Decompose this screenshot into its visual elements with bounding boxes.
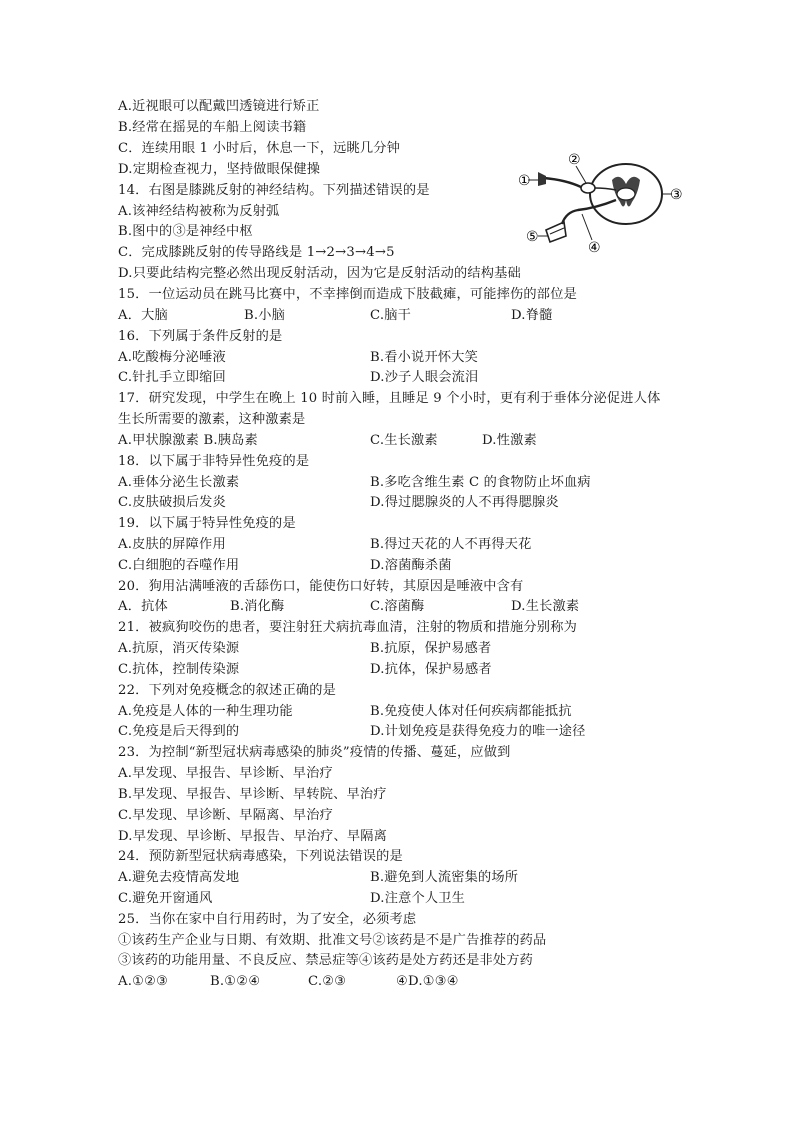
q21-stem: 21．被疯狗咬伤的患者，要注射狂犬病抗毒血清，注射的物质和措施分别称为 bbox=[118, 620, 577, 635]
q25-statement-1-2: ①该药生产企业与日期、有效期、批准文号②该药是不是广告推荐的药品 bbox=[118, 933, 547, 948]
q20-option-b: B.消化酶 bbox=[230, 599, 285, 614]
q22-option-d: D.计划免疫是获得免疫力的唯一途径 bbox=[370, 724, 586, 739]
q24-option-d: D.注意个人卫生 bbox=[370, 891, 466, 906]
q13-option-b: B.经常在摇晃的车船上阅读书籍 bbox=[118, 120, 307, 135]
q20-option-d: D.生长激素 bbox=[511, 599, 580, 614]
q25-option-b: B.①②④ bbox=[210, 974, 261, 989]
q23-stem: 23．为控制“新型冠状病毒感染的肺炎”疫情的传播、蔓延，应做到 bbox=[118, 745, 511, 760]
q16-option-a: A.吃酸梅分泌唾液 bbox=[118, 350, 226, 365]
q21-option-b: B.抗原，保护易感者 bbox=[370, 641, 492, 656]
q17-option-ab: A.甲状腺激素 B.胰岛素 bbox=[118, 433, 258, 448]
q22-stem: 22．下列对免疫概念的叙述正确的是 bbox=[118, 683, 336, 698]
figure-label-3: ③ bbox=[670, 187, 683, 203]
q15-option-a: A．大脑 bbox=[118, 308, 168, 323]
q23-option-b: B.早发现、早报告、早诊断、早转院、早治疗 bbox=[118, 787, 387, 802]
q20-option-a: A．抗体 bbox=[118, 599, 168, 614]
ganglion-shape bbox=[581, 183, 595, 193]
q13-option-c: C．连续用眼 1 小时后，休息一下，远眺几分钟 bbox=[118, 141, 401, 156]
q19-option-d: D.溶菌酶杀菌 bbox=[370, 558, 452, 573]
q16-option-b: B.看小说开怀大笑 bbox=[370, 350, 478, 365]
q22-option-b: B.免疫使人体对任何疾病都能抵抗 bbox=[370, 704, 572, 719]
q24-stem: 24．预防新型冠状病毒感染，下列说法错误的是 bbox=[118, 849, 403, 864]
figure-label-2: ② bbox=[568, 152, 581, 168]
q25-stem: 25．当你在家中自行用药时，为了安全，必须考虑 bbox=[118, 912, 417, 927]
q14-option-c: C．完成膝跳反射的传导路线是 1→2→3→4→5 bbox=[118, 245, 395, 260]
q18-option-d: D.得过腮腺炎的人不再得腮腺炎 bbox=[370, 495, 559, 510]
q25-option-c: C.②③ bbox=[308, 974, 347, 989]
q14-option-b: B.图中的③是神经中枢 bbox=[118, 224, 253, 239]
q20-stem: 20．狗用沾满唾液的舌舔伤口，能使伤口好转，其原因是唾液中含有 bbox=[118, 579, 524, 594]
q16-option-c: C.针扎手立即缩回 bbox=[118, 370, 226, 385]
q19-option-a: A.皮肤的屏障作用 bbox=[118, 537, 226, 552]
q14-option-d: D.只要此结构完整必然出现反射活动，因为它是反射活动的结构基础 bbox=[118, 266, 521, 281]
q17-stem-line1: 17．研究发现，中学生在晚上 10 时前入睡，且睡足 9 个小时，更有利于垂体分泌促进人体 bbox=[118, 391, 661, 406]
q18-option-b: B.多吃含维生素 C 的食物防止坏血病 bbox=[370, 475, 591, 490]
q13-option-a: A.近视眼可以配戴凹透镜进行矫正 bbox=[118, 99, 320, 114]
q19-option-b: B.得过天花的人不再得天花 bbox=[370, 537, 532, 552]
q17-stem-line2: 生长所需要的激素，这种激素是 bbox=[118, 412, 306, 427]
figure-label-1: ① bbox=[518, 173, 531, 189]
q23-option-a: A.早发现、早报告、早诊断、早治疗 bbox=[118, 766, 333, 781]
q21-option-a: A.抗原，消灭传染源 bbox=[118, 641, 240, 656]
q14-option-a: A.该神经结构被称为反射弧 bbox=[118, 204, 280, 219]
q21-option-c: C.抗体，控制传染源 bbox=[118, 662, 240, 677]
q24-option-c: C.避免开窗通风 bbox=[118, 891, 213, 906]
q23-option-c: C.早发现、早诊断、早隔离、早治疗 bbox=[118, 808, 334, 823]
q18-option-a: A.垂体分泌生长激素 bbox=[118, 475, 240, 490]
q16-stem: 16．下列属于条件反射的是 bbox=[118, 329, 283, 344]
q15-option-d: D.脊髓 bbox=[511, 308, 553, 323]
q22-option-a: A.免疫是人体的一种生理功能 bbox=[118, 704, 293, 719]
reflex-arc-figure bbox=[516, 150, 686, 254]
q20-option-c: C.溶菌酶 bbox=[370, 599, 425, 614]
q14-stem: 14．右图是膝跳反射的神经结构。下列描述错误的是 bbox=[118, 183, 430, 198]
q25-option-d: ④D.①③④ bbox=[396, 974, 459, 989]
q17-option-c: C.生长激素 bbox=[370, 433, 438, 448]
q24-option-b: B.避免到人流密集的场所 bbox=[370, 870, 519, 885]
figure-label-5: ⑤ bbox=[526, 229, 539, 245]
q16-option-d: D.沙子人眼会流泪 bbox=[370, 370, 479, 385]
q24-option-a: A.避免去疫情高发地 bbox=[118, 870, 240, 885]
q25-statement-3-4: ③该药的功能用量、不良反应、禁忌症等④该药是处方药还是非处方药 bbox=[118, 953, 534, 968]
q18-stem: 18．以下属于非特异性免疫的是 bbox=[118, 454, 310, 469]
q15-option-b: B.小脑 bbox=[244, 308, 286, 323]
q23-option-d: D.早发现、早诊断、早报告、早治疗、早隔离 bbox=[118, 829, 388, 844]
q21-option-d: D.抗体，保护易感者 bbox=[370, 662, 492, 677]
q13-option-d: D.定期检查视力，坚持做眼保健操 bbox=[118, 162, 321, 177]
q18-option-c: C.皮肤破损后发炎 bbox=[118, 495, 226, 510]
q19-stem: 19．以下属于特异性免疫的是 bbox=[118, 516, 296, 531]
q15-stem: 15．一位运动员在跳马比赛中，不幸摔倒而造成下肢截瘫，可能摔伤的部位是 bbox=[118, 287, 577, 302]
q19-option-c: C.白细胞的吞噬作用 bbox=[118, 558, 240, 573]
q22-option-c: C.免疫是后天得到的 bbox=[118, 724, 240, 739]
q17-option-d: D.性激素 bbox=[482, 433, 537, 448]
figure-label-4: ④ bbox=[588, 240, 601, 254]
q15-option-c: C.脑干 bbox=[370, 308, 411, 323]
q25-option-a: A.①②③ bbox=[118, 974, 169, 989]
